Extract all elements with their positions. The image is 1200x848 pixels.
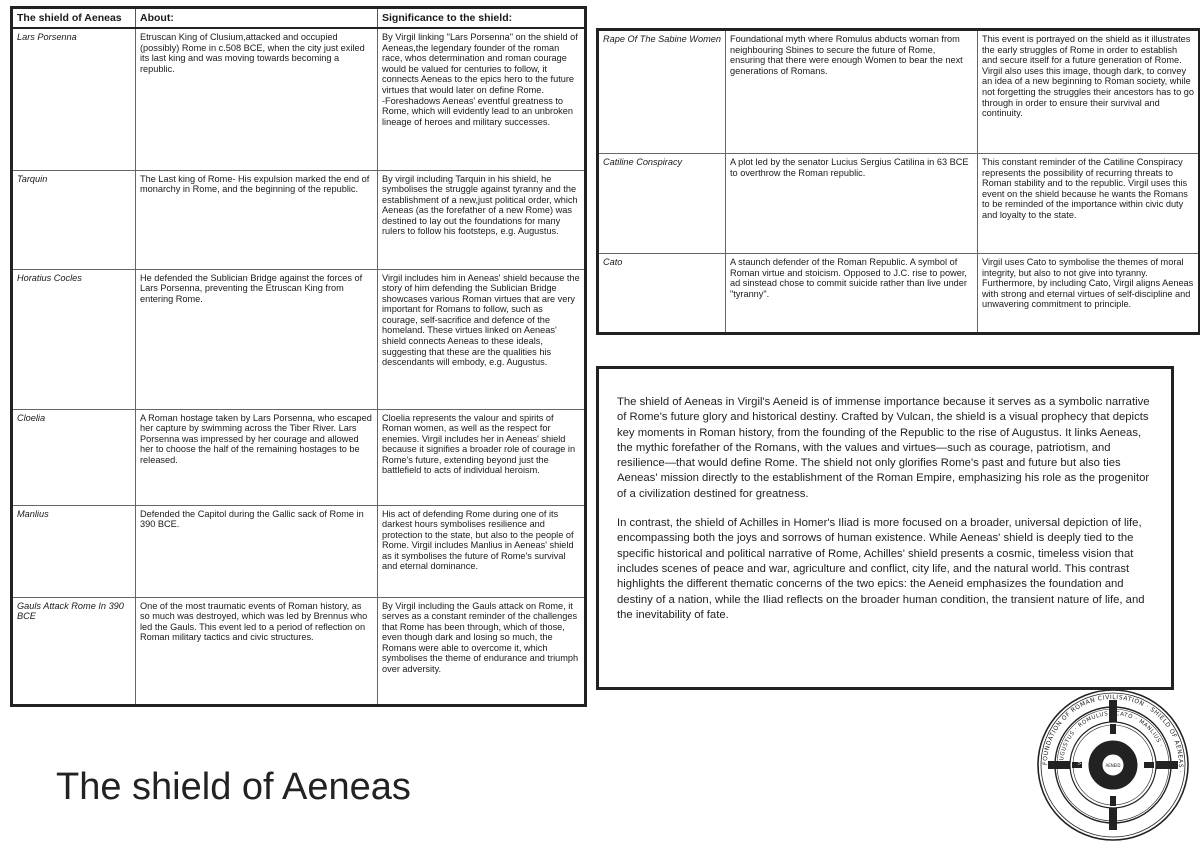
- row-name: Manlius: [12, 505, 136, 597]
- row-about: A plot led by the senator Lucius Sergius Catilina in 63 BCE to overthrow the Roman republic.: [726, 154, 978, 254]
- header-shield: The shield of Aeneas: [12, 8, 136, 29]
- table-row: [598, 254, 1200, 334]
- row-name: Rape Of The Sabine Women: [598, 30, 726, 154]
- seal-center-text: AENEID: [1105, 763, 1121, 768]
- table-row: [598, 30, 1200, 154]
- row-significance: By Virgil linking "Lars Porsenna" on the shield of Aeneas,the legendary founder of the roman race, whos determination and roman courage would be valued for centuries to follow, it connects Aeneas to the epics hero to the future virtues that would later on define Rome. -Foreshadows Aeneas' eventful greatness to Rome, which will evidently lead to an unbroken lineage of heroes and military successes.: [378, 28, 586, 170]
- row-significance: This event is portrayed on the shield as it illustrates the early struggles of Rome in order to establish and secure itself for a future generation of Rome. Virgil also uses this image, though dark, to convey an idea of a new beginning to Roman society, while not forgetting the struggles their ancestors has to go through in order to ensure their survival and continuity.: [978, 30, 1200, 154]
- table-row: [12, 28, 586, 170]
- row-significance: This constant reminder of the Catiline Conspiracy represents the possibility of recurring threats to Roman stability and to the republic. Virgil uses this event on the shield because he wants the Romans to be reminded of the importance within civic duty and loyalty to the state.: [978, 154, 1200, 254]
- row-significance: By Virgil including the Gauls attack on Rome, it serves as a constant reminder of the challenges that Rome has been through, which of those, even though dark and losing so much, the Romans were able to overcome it, which symbolises the theme of endurance and triumph over adversity.: [382, 600, 579, 675]
- row-name: Horatius Cocles: [12, 269, 136, 409]
- row-about: A Roman hostage taken by Lars Porsenna, who escaped her capture by swimming across the Tiber River. Lars Porsenna was impressed by her courage and allowed her to choose the half of the remaining hostages to be released.: [136, 409, 378, 505]
- left-table: [10, 6, 587, 707]
- seal-emblem-icon: [1032, 688, 1194, 842]
- seal-middle-text: AUGUSTUS · ROMULUS · CATO · MANLIUS ·: [1058, 710, 1164, 766]
- left-table-header-row: [12, 8, 586, 29]
- table-row: [12, 269, 586, 409]
- seal-inner-text: VIRTUE · PIETAS ·: [1077, 730, 1111, 766]
- row-significance: By virgil including Tarquin in his shield, he symbolises the struggle against tyranny and the establishment of a new,just political order, which Aeneas (as the forefather of a new Rome) was destined to lay out the foundations for many rulers to follow his footsteps, e.g. Augustus.: [378, 170, 586, 269]
- essay-paragraph-1: The shield of Aeneas in Virgil's Aeneid is of immense importance because it serves as a symbolic narrative of Rome's future glory and historical destiny. Crafted by Vulcan, the shield is a visual prophecy that depicts key moments in Roman history, from the founding of the Republic to the rise of Augustus. It links Aeneas, the mythic forefather of the Romans, with the values and virtues—such as courage, patriotism, and resilience—that would define Rome. The shield not only glorifies Rome's past and future but also ties Aeneas' mission directly to the establishment of the Roman Empire, emphasizing his role as the progenitor of a civilization destined for greatness.: [617, 396, 1150, 500]
- row-about: One of the most traumatic events of Roman history, as so much was destroyed, which was led by Brennus who led the Gauls. This event led to a period of reflection on Roman military tactics and civic structures.: [136, 597, 378, 705]
- essay-paragraph-2: In contrast, the shield of Achilles in Homer's Iliad is more focused on a broader, universal depiction of life, encompassing both the joys and sorrows of human existence. While Aeneas' shield is deeply tied to the specific historical and political narrative of Rome, Achilles' shield presents a cosmic, timeless vision that includes scenes of peace and war, agriculture and conflict, city life, and the natural world. This contrast highlights the different thematic concerns of the two epics: the Aeneid emphasizes the foundation and destiny of a nation, while the Iliad reflects on the broader human condition, the transient nature of life, and the inevitability of fate.: [617, 517, 1145, 621]
- row-significance: His act of defending Rome during one of its darkest hours symbolises resilience and protection to the state, but also to the people of Rome. Virgil includes Manlius in Aeneas' shield as it symbolises the future of Rome's survival and eternal dominance.: [378, 505, 586, 597]
- row-significance: Virgil uses Cato to symbolise the themes of moral integrity, but also to not give into tyranny. Furthermore, by including Cato, Virgil aligns Aeneas with strong and eternal virtues of self-discipline and unwavering commitment to principle.: [982, 257, 1194, 310]
- header-significance: Significance to the shield:: [378, 8, 586, 29]
- table-row: [12, 597, 586, 705]
- table-row: [12, 170, 586, 269]
- row-name: Tarquin: [12, 170, 136, 269]
- seal-outer-text: FOUNDATION OF ROMAN CIVILISATION · SHIELD OF AENEAS ·: [1041, 693, 1185, 774]
- row-about: Defended the Capitol during the Gallic sack of Rome in 390 BCE.: [136, 505, 378, 597]
- header-about: About:: [136, 8, 378, 29]
- row-about: A staunch defender of the Roman Republic. A symbol of Roman virtue and stoicism. Opposed to J.C. rise to power, ad sinstead chose to commit suicide rather than live under "tyranny".: [726, 254, 978, 334]
- table-row: [12, 409, 586, 505]
- row-significance: Cloelia represents the valour and spirits of Roman women, as well as the respect for enemies. Virgil includes her in Aeneas' shield because it signifies a broader role of courage in Rome's future, extending beyond just the battlefield to acts of individual heroism.: [378, 409, 586, 505]
- table-row: [12, 505, 586, 597]
- row-about: The Last king of Rome- His expulsion marked the end of monarchy in Rome, and the beginning of the republic.: [136, 170, 378, 269]
- row-about: He defended the Sublician Bridge against the forces of Lars Porsenna, preventing the Etruscan King from entering Rome.: [136, 269, 378, 409]
- row-name: Gauls Attack Rome In 390 BCE: [12, 597, 136, 705]
- row-significance: Virgil includes him in Aeneas' shield because the story of him defending the Sublician Bridge showcases various Roman virtues that are very important for Romans to follow, such as courage, self-sacrifice and defence of the homeland. These virtues linked on Aeneas' shield connects Aeneas to these ideals, suggesting that these are the qualities his descendants will embody, e.g. Augustus.: [378, 269, 586, 409]
- row-about: Foundational myth where Romulus abducts woman from neighbouring Sbines to secure the future of Rome, ensuring that there were enough Women to bear the next generations of Romans.: [726, 30, 978, 154]
- row-name: Cato: [598, 254, 726, 334]
- row-about: Etruscan King of Clusium,attacked and occupied (possibly) Rome in c.508 BCE, when the city just exiled its last king and was moving towards becoming a republic.: [136, 28, 378, 170]
- row-name: Catiline Conspiracy: [598, 154, 726, 254]
- table-row: [598, 154, 1200, 254]
- page-title: The shield of Aeneas: [56, 766, 411, 808]
- right-table: [596, 28, 1200, 335]
- essay-box: [596, 366, 1174, 690]
- row-name: Lars Porsenna: [12, 28, 136, 170]
- row-name: Cloelia: [12, 409, 136, 505]
